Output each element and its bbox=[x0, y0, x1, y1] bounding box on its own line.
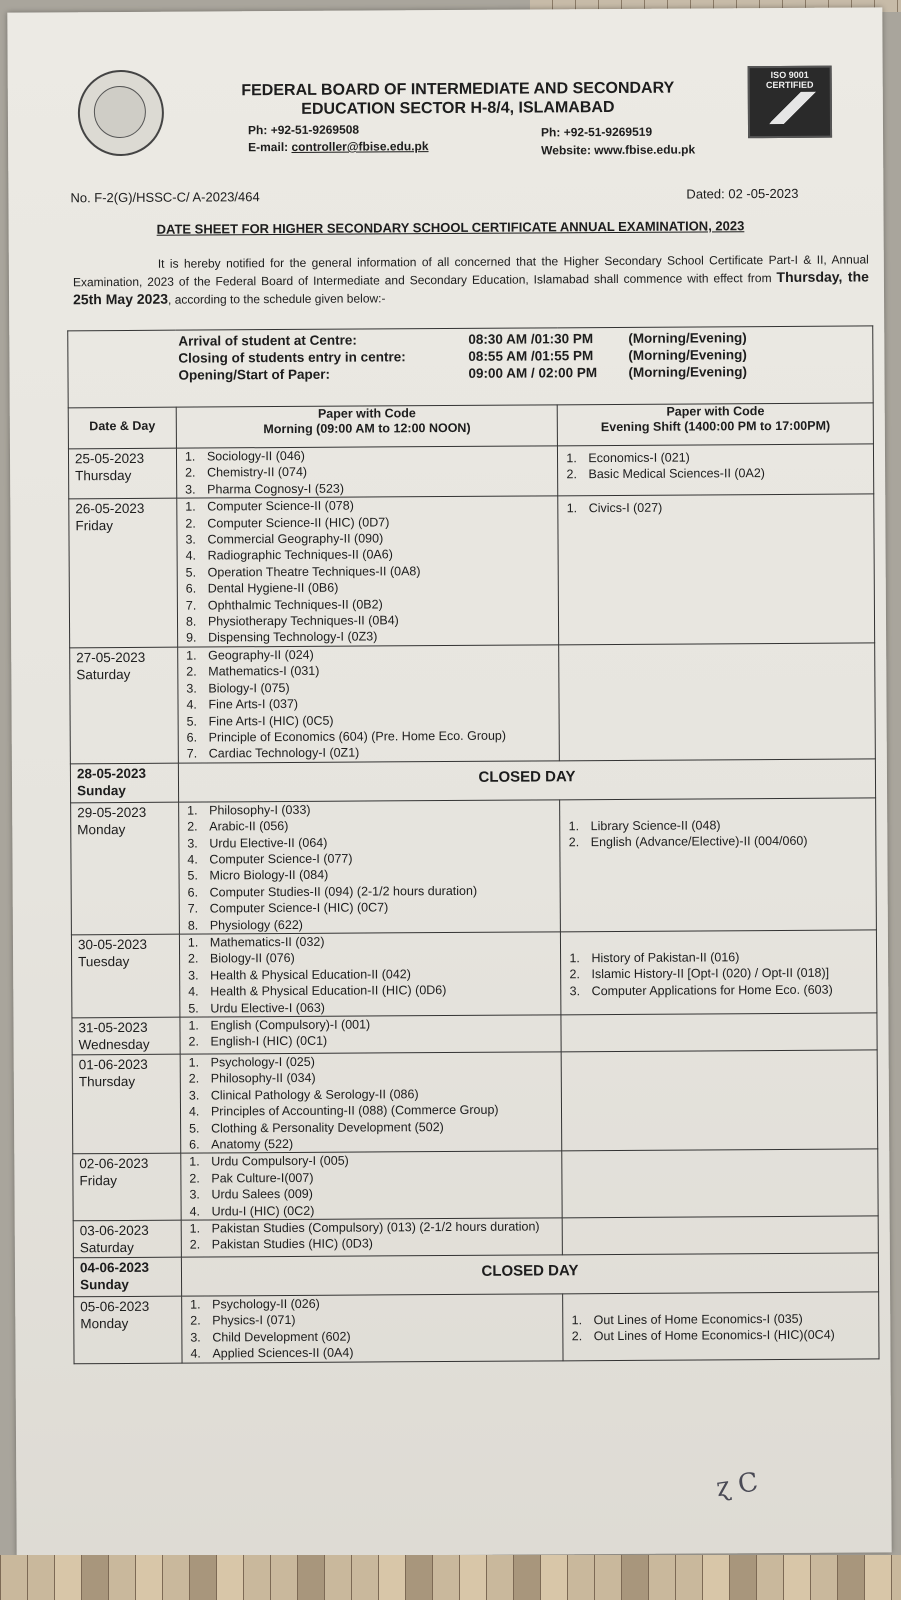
paper-name: Applied Sciences-II (0A4) bbox=[212, 1345, 354, 1361]
evening-paper-list bbox=[560, 647, 875, 649]
paper-item bbox=[564, 1310, 879, 1328]
paper-number: 1. bbox=[189, 1154, 200, 1170]
morning-papers-cell bbox=[182, 1294, 564, 1363]
paper-name: Arabic-II (056) bbox=[209, 819, 289, 834]
evening-paper-list bbox=[563, 1154, 878, 1156]
paper-name: Sociology-II (046) bbox=[206, 448, 305, 464]
paper-number: 1. bbox=[566, 501, 578, 516]
timing-label: Opening/Start of Paper: bbox=[178, 366, 331, 383]
paper-number: 7. bbox=[185, 598, 197, 613]
evening-paper-list bbox=[561, 816, 876, 851]
evening-papers-cell bbox=[561, 930, 877, 1015]
paper-number: 1. bbox=[185, 499, 196, 514]
paper-item bbox=[182, 1344, 563, 1363]
paper-number: 2. bbox=[185, 516, 196, 531]
paper-name: Dental Hygiene-II (0B6) bbox=[207, 580, 339, 596]
iso-mark-icon bbox=[756, 92, 824, 124]
paper-name: Principles of Accounting-II (088) (Commerce Group) bbox=[210, 1102, 499, 1119]
paper-number: 1. bbox=[189, 1221, 201, 1236]
paper-name: Dispensing Technology-I (0Z3) bbox=[208, 629, 378, 645]
morning-paper-list bbox=[182, 1294, 563, 1362]
intro-tail: , according to the schedule given below:- bbox=[167, 291, 386, 307]
paper-number: 1. bbox=[187, 803, 198, 818]
dated: Dated: 02 -05-2023 bbox=[686, 185, 799, 202]
phone-right: Ph: +92-51-9269519 bbox=[540, 124, 653, 140]
paper-name: Philosophy-I (033) bbox=[209, 802, 311, 818]
morning-paper-list bbox=[177, 446, 558, 498]
timing-label: Closing of students entry in centre: bbox=[178, 349, 406, 366]
exam-day: Monday bbox=[80, 1316, 129, 1332]
paper-number: 5. bbox=[186, 714, 198, 729]
evening-papers-cell bbox=[559, 643, 875, 761]
paper-item bbox=[180, 998, 561, 1017]
paper-number: 2. bbox=[190, 1313, 201, 1329]
paper-name: Computer Science-I (HIC) (0C7) bbox=[209, 900, 389, 916]
paper-number: 2. bbox=[189, 1171, 200, 1186]
timing-shift: (Morning/Evening) bbox=[628, 347, 747, 363]
morning-header-line2: Morning (09:00 AM to 12:00 NOON) bbox=[263, 420, 471, 437]
board-title-line2: EDUCATION SECTOR H-8/4, ISLAMABAD bbox=[301, 98, 615, 118]
paper-name: Pak Culture-I(007) bbox=[211, 1170, 314, 1186]
paper-name: Chemistry-II (074) bbox=[206, 465, 308, 480]
schedule-row bbox=[71, 930, 876, 1018]
date-day-cell bbox=[74, 1296, 182, 1363]
schedule-row bbox=[70, 759, 875, 803]
exam-day: Monday bbox=[77, 821, 126, 837]
exam-date: 25-05-2023 bbox=[74, 450, 145, 467]
paper-name: Health & Physical Education-II (042) bbox=[210, 967, 411, 983]
schedule-row bbox=[73, 1216, 878, 1258]
paper-name: Urdu-I (HIC) (0C2) bbox=[211, 1203, 315, 1219]
paper-number: 2. bbox=[186, 664, 197, 679]
paper-number: 7. bbox=[186, 746, 198, 761]
paper-item bbox=[182, 1235, 563, 1254]
paper-number: 2. bbox=[188, 1071, 200, 1087]
intro-start-date: Thursday, the 25th May 2023 bbox=[72, 268, 869, 308]
paper-name: Out Lines of Home Economics-I (HIC)(0C4) bbox=[593, 1328, 835, 1344]
paper-name: Health & Physical Education-II (HIC) (0D6) bbox=[210, 983, 447, 999]
exam-day: Thursday bbox=[75, 467, 132, 484]
paper-name: Civics-I (027) bbox=[588, 500, 663, 516]
paper-name: Psychology-II (026) bbox=[212, 1296, 320, 1312]
paper-name: Biology-I (075) bbox=[208, 680, 290, 696]
paper-number: 6. bbox=[187, 885, 199, 900]
schedule-row bbox=[73, 1253, 878, 1297]
paper-item bbox=[561, 965, 876, 983]
exam-day: Sunday bbox=[76, 782, 126, 798]
paper-item bbox=[561, 816, 876, 834]
schedule-row bbox=[71, 798, 877, 935]
paper-number: 3. bbox=[188, 968, 199, 983]
paper-number: 4. bbox=[187, 852, 198, 867]
schedule-row bbox=[70, 643, 876, 764]
paper-item bbox=[559, 499, 874, 517]
evening-papers-cell bbox=[561, 1013, 877, 1052]
paper-name: Mathematics-II (032) bbox=[209, 934, 325, 950]
phone-left: Ph: +92-51-9269508 bbox=[247, 122, 360, 138]
paper-item bbox=[182, 1218, 563, 1237]
date-day-cell bbox=[70, 763, 178, 803]
paper-name: Islamic History-II [Opt-I (020) / Opt-II (018)] bbox=[591, 966, 830, 982]
paper-name: Physics-I (071) bbox=[212, 1313, 296, 1328]
paper-number: 4. bbox=[190, 1346, 201, 1361]
date-day-cell bbox=[73, 1220, 181, 1258]
paper-name: Biology-II (076) bbox=[209, 951, 295, 966]
date-sheet-title: DATE SHEET FOR HIGHER SECONDARY SCHOOL CERTIFICATE ANNUAL EXAMINATION, 2023 bbox=[156, 218, 745, 237]
exam-date: 30-05-2023 bbox=[77, 936, 148, 953]
date-day-cell bbox=[72, 1054, 181, 1154]
paper-number: 1. bbox=[568, 818, 580, 833]
exam-date: 28-05-2023 bbox=[76, 765, 147, 781]
paper-item bbox=[179, 727, 560, 746]
board-title bbox=[188, 78, 728, 119]
evening-paper-list bbox=[559, 499, 874, 517]
schedule-row bbox=[72, 1013, 877, 1055]
paper-name: Computer Science-II (078) bbox=[207, 498, 354, 514]
evening-papers-cell bbox=[558, 494, 875, 645]
schedule-row bbox=[68, 444, 873, 499]
exam-day: Friday bbox=[75, 518, 113, 534]
paper-number: 2. bbox=[571, 1329, 583, 1344]
paper-number: 8. bbox=[187, 918, 199, 933]
morning-papers-cell bbox=[180, 1052, 562, 1154]
paper-name: Pharma Cognosy-I (523) bbox=[207, 481, 345, 497]
column-header-row bbox=[68, 403, 873, 449]
exam-day: Sunday bbox=[80, 1277, 129, 1293]
date-day-cell bbox=[70, 647, 179, 764]
paper-number: 5. bbox=[188, 1001, 199, 1016]
paper-item bbox=[177, 479, 558, 498]
paper-item bbox=[558, 465, 873, 483]
exam-date: 29-05-2023 bbox=[77, 804, 147, 820]
closed-day-cell: CLOSED DAY bbox=[178, 759, 875, 802]
paper-number: 1. bbox=[566, 451, 577, 466]
paper-name: Pakistan Studies (Compulsory) (013) (2-1/2 hours duration) bbox=[211, 1219, 540, 1236]
paper-number: 4. bbox=[189, 1204, 201, 1219]
paper-item bbox=[561, 833, 876, 851]
intro-paragraph bbox=[73, 251, 869, 309]
paper-number: 1. bbox=[190, 1297, 201, 1312]
paper-name: Operation Theatre Techniques-II (0A8) bbox=[207, 564, 421, 580]
document-page bbox=[7, 7, 891, 1557]
fbise-seal-logo bbox=[78, 70, 165, 157]
morning-paper-list bbox=[181, 1052, 562, 1153]
paper-name: Urdu Compulsory-I (005) bbox=[211, 1154, 349, 1169]
morning-header-line1: Paper with Code bbox=[317, 406, 416, 421]
timing-time: 08:55 AM /01:55 PM bbox=[468, 348, 594, 364]
timing-row bbox=[68, 326, 873, 408]
paper-name: Urdu Elective-II (064) bbox=[209, 835, 328, 850]
paper-number: 3. bbox=[186, 681, 197, 696]
paper-name: Basic Medical Sciences-II (0A2) bbox=[588, 466, 765, 482]
paper-number: 4. bbox=[188, 984, 199, 999]
evening-papers-cell bbox=[562, 1050, 878, 1151]
exam-date: 26-05-2023 bbox=[75, 501, 145, 517]
paper-name: Ophthalmic Techniques-II (0B2) bbox=[207, 597, 383, 613]
paper-name: Urdu Salees (009) bbox=[211, 1187, 313, 1202]
paper-item bbox=[178, 628, 559, 647]
exam-date: 02-06-2023 bbox=[79, 1156, 149, 1172]
morning-paper-list bbox=[182, 1218, 563, 1253]
paper-name: Economics-I (021) bbox=[588, 450, 690, 466]
evening-paper-list bbox=[562, 1017, 877, 1019]
exam-day: Wednesday bbox=[78, 1036, 150, 1053]
iso-certification-badge bbox=[748, 66, 832, 139]
timing-cell bbox=[68, 326, 873, 408]
evening-paper-list bbox=[564, 1310, 879, 1345]
paper-number: 5. bbox=[189, 1121, 200, 1136]
timing-time: 09:00 AM / 02:00 PM bbox=[468, 365, 598, 381]
evening-papers-cell bbox=[563, 1216, 879, 1255]
paper-number: 2. bbox=[187, 951, 199, 966]
email-line bbox=[248, 139, 428, 154]
paper-name: Urdu Elective-I (063) bbox=[210, 1000, 325, 1016]
date-day-cell bbox=[71, 802, 180, 935]
date-day-cell bbox=[71, 934, 179, 1018]
exam-date: 04-06-2023 bbox=[79, 1259, 150, 1276]
evening-header-line1: Paper with Code bbox=[666, 404, 765, 419]
exam-day: Saturday bbox=[79, 1239, 134, 1256]
paper-item bbox=[180, 915, 561, 934]
paper-number: 1. bbox=[571, 1313, 583, 1328]
timing-shift: (Morning/Evening) bbox=[628, 364, 748, 380]
timing-time: 08:30 AM /01:30 PM bbox=[468, 331, 594, 347]
iso-badge-text: ISO 9001 CERTIFIED bbox=[765, 69, 814, 91]
paper-item bbox=[558, 448, 873, 466]
evening-header-line2: Evening Shift (1400:00 PM to 17:00PM) bbox=[600, 418, 831, 435]
paper-name: English-I (HIC) (0C1) bbox=[210, 1034, 328, 1049]
paper-number: 2. bbox=[189, 1238, 201, 1253]
paper-name: Child Development (602) bbox=[212, 1329, 351, 1345]
morning-papers-cell bbox=[180, 1015, 562, 1054]
paper-item bbox=[562, 981, 877, 999]
email-link[interactable]: controller@fbise.edu.pk bbox=[291, 139, 429, 154]
paper-number: 1. bbox=[188, 1055, 200, 1070]
paper-item bbox=[561, 948, 876, 966]
exam-date: 31-05-2023 bbox=[78, 1019, 148, 1036]
paper-name: English (Advance/Elective)-II (004/060) bbox=[590, 833, 808, 850]
paper-number: 3. bbox=[185, 482, 196, 497]
paper-number: 3. bbox=[185, 532, 196, 547]
paper-name: Computer Applications for Home Eco. (603) bbox=[591, 982, 833, 998]
morning-paper-list bbox=[179, 800, 560, 934]
paper-name: Mathematics-I (031) bbox=[208, 664, 320, 679]
morning-papers-cell bbox=[176, 446, 558, 499]
intro-text: It is hereby notified for the general information of all concerned that the Higher Secondary School Certificate Part-I & II, Annual Examination, 2023 of the Federal Board of Intermediate and Secondary Education, Islamabad shall commence with effect from bbox=[72, 252, 869, 290]
paper-number: 2. bbox=[188, 1034, 199, 1050]
schedule-row bbox=[69, 494, 875, 648]
paper-name: Micro Biology-II (084) bbox=[209, 868, 329, 883]
paper-name: Computer Studies-II (094) (2-1/2 hours duration) bbox=[209, 883, 478, 900]
morning-paper-list bbox=[180, 1015, 561, 1050]
paper-name: Physiology (622) bbox=[209, 917, 303, 933]
morning-papers-cell bbox=[177, 496, 559, 647]
exam-date: 27-05-2023 bbox=[76, 649, 146, 666]
column-header-evening bbox=[558, 403, 874, 446]
background-folders-bottom bbox=[0, 1555, 901, 1600]
morning-paper-list bbox=[178, 645, 559, 762]
paper-name: Fine Arts-I (037) bbox=[208, 697, 299, 712]
board-title-line1: FEDERAL BOARD OF INTERMEDIATE AND SECONDARY bbox=[241, 79, 675, 100]
paper-number: 4. bbox=[185, 548, 197, 564]
paper-name: Fine Arts-I (HIC) (0C5) bbox=[208, 713, 334, 728]
paper-name: Anatomy (522) bbox=[211, 1136, 294, 1152]
paper-number: 1. bbox=[184, 449, 196, 464]
website-line: Website: www.fbise.edu.pk bbox=[541, 142, 696, 158]
column-header-morning bbox=[176, 405, 558, 448]
paper-name: English (Compulsory)-I (001) bbox=[210, 1017, 371, 1033]
paper-item bbox=[179, 744, 560, 763]
handwritten-initials: ɀ C bbox=[714, 1467, 761, 1504]
paper-number: 6. bbox=[185, 581, 197, 596]
paper-item bbox=[564, 1327, 879, 1345]
paper-number: 3. bbox=[189, 1187, 200, 1202]
evening-paper-list bbox=[561, 948, 876, 999]
morning-paper-list bbox=[180, 932, 561, 1016]
date-day-cell bbox=[73, 1154, 181, 1221]
schedule-row bbox=[74, 1292, 879, 1364]
closed-day-cell: CLOSED DAY bbox=[181, 1253, 878, 1296]
paper-name: Library Science-II (048) bbox=[590, 818, 721, 833]
globe-icon bbox=[94, 86, 146, 138]
paper-number: 6. bbox=[186, 730, 198, 745]
paper-number: 7. bbox=[187, 901, 199, 916]
paper-name: Computer Science-I (077) bbox=[209, 851, 353, 867]
evening-papers-cell bbox=[560, 798, 876, 932]
morning-papers-cell bbox=[181, 1218, 563, 1257]
paper-name: Physiotherapy Techniques-II (0B4) bbox=[207, 613, 399, 629]
paper-number: 3. bbox=[190, 1330, 201, 1345]
paper-name: Clothing & Personality Development (502) bbox=[211, 1119, 444, 1136]
schedule-row bbox=[72, 1050, 878, 1154]
paper-number: 3. bbox=[188, 1088, 200, 1103]
paper-number: 2. bbox=[184, 465, 196, 481]
paper-number: 5. bbox=[187, 868, 198, 883]
evening-papers-cell bbox=[562, 1149, 878, 1218]
morning-papers-cell bbox=[178, 645, 560, 763]
paper-item bbox=[182, 1201, 563, 1220]
paper-name: Computer Science-II (HIC) (0D7) bbox=[207, 514, 390, 531]
paper-name: Radiographic Techniques-II (0A6) bbox=[207, 547, 393, 563]
morning-papers-cell bbox=[181, 1151, 563, 1220]
exam-date: 05-06-2023 bbox=[80, 1298, 150, 1315]
exam-day: Friday bbox=[79, 1173, 117, 1189]
timing-shift: (Morning/Evening) bbox=[628, 330, 747, 346]
date-day-cell bbox=[72, 1017, 180, 1055]
paper-number: 1. bbox=[188, 1018, 199, 1033]
date-day-cell bbox=[68, 448, 176, 499]
paper-number: 3. bbox=[187, 836, 198, 851]
paper-name: History of Pakistan-II (016) bbox=[591, 950, 740, 966]
paper-name: Commercial Geography-II (090) bbox=[207, 531, 384, 547]
morning-paper-list bbox=[181, 1152, 562, 1220]
evening-paper-list bbox=[563, 1220, 878, 1222]
paper-number: 1. bbox=[187, 935, 199, 950]
paper-number: 2. bbox=[187, 819, 198, 834]
timing-label: Arrival of student at Centre: bbox=[178, 332, 357, 349]
exam-day: Thursday bbox=[78, 1073, 136, 1090]
paper-number: 8. bbox=[185, 614, 197, 629]
paper-number: 4. bbox=[186, 697, 197, 712]
paper-item bbox=[180, 1032, 561, 1051]
paper-name: Clinical Pathology & Serology-II (086) bbox=[210, 1087, 419, 1103]
column-header-date: Date & Day bbox=[68, 407, 176, 449]
paper-number: 5. bbox=[185, 565, 197, 580]
paper-number: 1. bbox=[186, 648, 197, 663]
paper-number: 4. bbox=[188, 1104, 200, 1119]
reference-number: No. F-2(G)/HSSC-C/ A-2023/464 bbox=[70, 189, 260, 206]
evening-papers-cell bbox=[558, 444, 874, 496]
paper-number: 6. bbox=[189, 1137, 200, 1152]
evening-papers-cell bbox=[563, 1292, 879, 1361]
timing-line bbox=[68, 362, 872, 384]
date-day-cell bbox=[69, 498, 178, 647]
email-label: E-mail: bbox=[248, 139, 292, 155]
paper-number: 2. bbox=[569, 967, 581, 982]
paper-name: Cardiac Technology-I (0Z1) bbox=[208, 745, 360, 761]
exam-day: Saturday bbox=[76, 666, 131, 683]
paper-name: Psychology-I (025) bbox=[210, 1054, 315, 1070]
paper-name: Philosophy-II (034) bbox=[210, 1071, 316, 1086]
morning-papers-cell bbox=[179, 932, 561, 1017]
paper-name: Geography-II (024) bbox=[208, 647, 314, 663]
date-day-cell bbox=[73, 1257, 181, 1297]
evening-paper-list bbox=[558, 448, 873, 483]
exam-date: 01-06-2023 bbox=[78, 1056, 148, 1073]
exam-date: 03-06-2023 bbox=[79, 1222, 149, 1239]
paper-name: Principle of Economics (604) (Pre. Home Eco. Group) bbox=[208, 728, 507, 745]
paper-number: 1. bbox=[569, 951, 580, 966]
paper-number: 2. bbox=[566, 467, 577, 482]
paper-number: 2. bbox=[568, 835, 580, 850]
paper-name: Out Lines of Home Economics-I (035) bbox=[593, 1311, 803, 1328]
schedule-row bbox=[73, 1149, 878, 1221]
paper-item bbox=[181, 1134, 562, 1153]
evening-paper-list bbox=[562, 1054, 877, 1056]
morning-papers-cell bbox=[179, 800, 561, 935]
morning-paper-list bbox=[177, 497, 558, 647]
paper-number: 3. bbox=[569, 983, 581, 999]
exam-day: Tuesday bbox=[78, 953, 130, 970]
paper-number: 9. bbox=[186, 631, 197, 646]
date-sheet-table bbox=[67, 325, 879, 1364]
paper-name: Pakistan Studies (HIC) (0D3) bbox=[211, 1236, 373, 1252]
